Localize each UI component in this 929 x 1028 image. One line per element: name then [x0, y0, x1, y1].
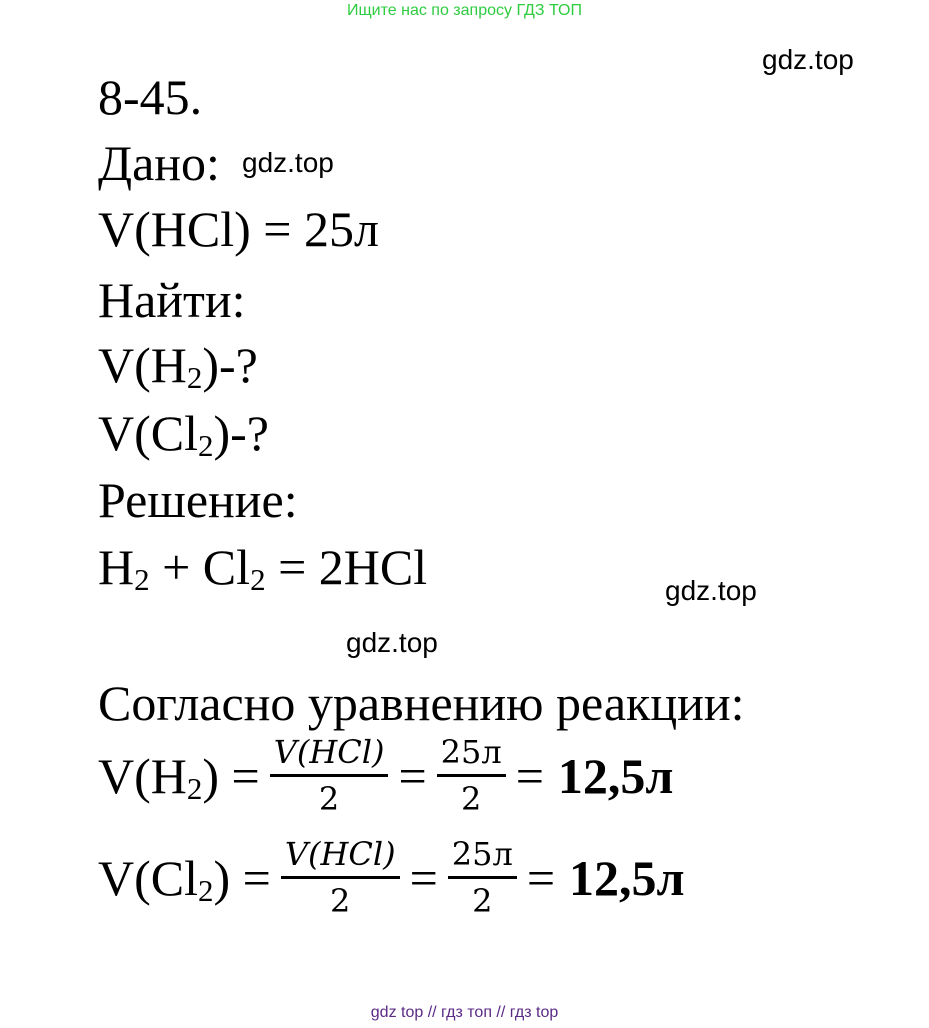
calc-cl2: $V(Cl_2)$ = $\frac{\text{V(HCl)}}{2}$ = $\frac{25л}{2}$ = 12,5л	[98, 835, 685, 920]
given-label: Дано:	[98, 135, 220, 191]
fraction-vhcl: $\frac{\text{V(HCl)}}{2}$	[281, 838, 400, 917]
calc-h2: $V(H_2)$ = $\frac{\text{V(HCl)}}{2}$ = $\frac{25л}{2}$ = 12,5л	[98, 733, 674, 818]
reaction-equation: $H_2 + Cl_2 = 2HCl$	[98, 539, 428, 598]
given-value: V(HCl) = 25л	[98, 201, 379, 257]
result-cl2: 12,5л	[569, 849, 685, 906]
find-cl2: $V(Cl_2)-$?	[98, 405, 269, 464]
according-text: Согласно уравнению реакции:	[98, 675, 745, 731]
fraction-25: $\frac{25л}{2}$	[448, 838, 517, 917]
calc-h2-lhs: $V(H_2)$ =	[98, 747, 260, 806]
watermark: gdz.top	[762, 44, 854, 75]
calc-cl2-lhs: $V(Cl_2)$ =	[98, 849, 271, 908]
result-h2: 12,5л	[557, 747, 674, 804]
find-h2: $V(H_2)-$?	[98, 337, 258, 396]
top-banner: Ищите нас по запросу ГДЗ ТОП	[347, 2, 582, 19]
footer-links: gdz top // гдз топ // гдз top	[370, 1004, 559, 1021]
fraction-vhcl: $\frac{\text{V(HCl)}}{2}$	[270, 736, 389, 815]
watermark: gdz.top	[242, 147, 334, 178]
problem-number: 8-45.	[98, 69, 203, 125]
watermark: gdz.top	[346, 627, 438, 658]
find-label: Найти:	[98, 272, 246, 328]
fraction-25: $\frac{25л}{2}$	[437, 736, 506, 815]
solution-label: Решение:	[98, 472, 298, 528]
watermark: gdz.top	[665, 575, 757, 606]
